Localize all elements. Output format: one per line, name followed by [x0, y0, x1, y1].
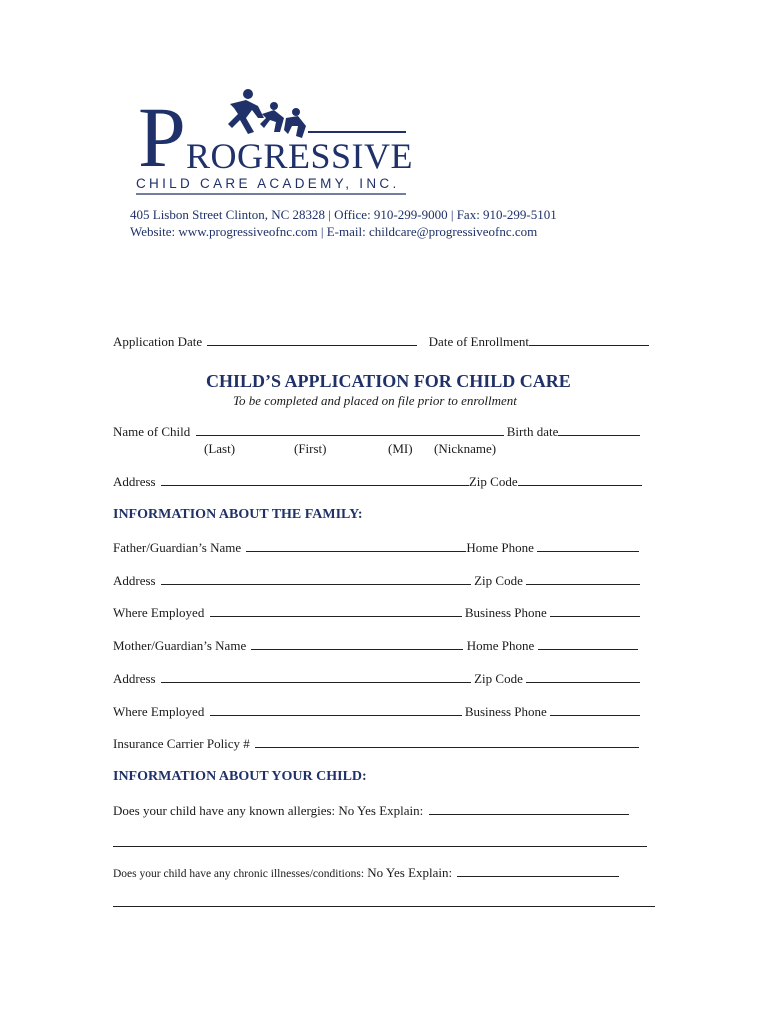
insurance-field[interactable]: [255, 736, 639, 748]
child-zip-label: Zip Code: [468, 474, 518, 489]
contact-address-line: 405 Lisbon Street Clinton, NC 28328 | Office: 910-299-9000 | Fax: 910-299-5101: [130, 207, 557, 222]
father-business-phone-label: Business Phone: [464, 605, 547, 620]
name-part-mi: (MI): [388, 441, 413, 456]
father-address-field[interactable]: [161, 573, 471, 585]
father-employment-row: [113, 605, 640, 621]
mother-home-phone-field[interactable]: [538, 638, 638, 650]
mother-address-row: [113, 671, 640, 687]
mother-home-phone-label: Home Phone: [466, 638, 535, 653]
birth-date-label: Birth date: [506, 424, 559, 439]
mother-employer-label: Where Employed: [113, 704, 205, 719]
form-subtitle: To be completed and placed on file prior to enrollment: [233, 393, 517, 408]
contact-web-line: Website: www.progressiveofnc.com | E-mail: childcare@progressiveofnc.com: [130, 224, 538, 239]
child-address-label: Address: [113, 474, 156, 489]
child-address-row: [113, 474, 642, 490]
father-row: [113, 540, 639, 556]
insurance-label: Insurance Carrier Policy #: [113, 736, 250, 751]
company-logo: [134, 88, 414, 198]
allergies-explain-field[interactable]: [429, 803, 629, 815]
father-name-field[interactable]: [246, 540, 466, 552]
allergies-label: Does your child have any known allergies: No Yes Explain:: [113, 803, 424, 818]
mother-row: [113, 638, 638, 654]
father-address-label: Address: [113, 573, 156, 588]
logo-word: ROGRESSIVE: [186, 136, 414, 176]
child-name-label: Name of Child: [113, 424, 191, 439]
mother-zip-label: Zip Code: [474, 671, 523, 686]
mother-zip-field[interactable]: [526, 671, 640, 683]
name-part-last: (Last): [204, 441, 236, 456]
father-business-phone-field[interactable]: [550, 605, 640, 617]
allergies-extra-line[interactable]: [113, 846, 647, 847]
child-section-heading: INFORMATION ABOUT YOUR CHILD:: [113, 769, 367, 784]
mother-address-field[interactable]: [161, 671, 471, 683]
logo-subtitle: CHILD CARE ACADEMY, INC.: [136, 176, 400, 191]
mother-business-phone-field[interactable]: [550, 704, 640, 716]
mother-name-field[interactable]: [251, 638, 463, 650]
application-date-field[interactable]: [207, 334, 417, 346]
mother-employment-row: [113, 704, 640, 720]
father-employer-field[interactable]: [210, 605, 462, 617]
logo-big-p: P: [138, 89, 186, 185]
father-zip-label: Zip Code: [474, 573, 523, 588]
birth-date-field[interactable]: [558, 424, 640, 436]
logo-graphic: [134, 88, 414, 198]
application-date-label: Application Date: [113, 334, 203, 349]
father-zip-field[interactable]: [526, 573, 640, 585]
father-employer-label: Where Employed: [113, 605, 205, 620]
father-home-phone-field[interactable]: [537, 540, 639, 552]
children-figures-icon: [228, 89, 306, 138]
mother-business-phone-label: Business Phone: [464, 704, 547, 719]
child-name-row: [113, 424, 640, 440]
illnesses-label: Does your child have any chronic illnesses/conditions:: [113, 868, 365, 880]
insurance-row: [113, 736, 639, 752]
mother-name-label: Mother/Guardian’s Name: [113, 638, 247, 653]
illnesses-row: [113, 865, 619, 881]
enrollment-date-field[interactable]: [529, 334, 649, 346]
form-title: CHILD’S APPLICATION FOR CHILD CARE: [206, 371, 571, 391]
name-part-first: (First): [294, 441, 327, 456]
enrollment-date-label: Date of Enrollment: [428, 334, 530, 349]
allergies-row: [113, 803, 629, 819]
illnesses-options: No Yes Explain:: [367, 865, 453, 880]
father-name-label: Father/Guardian’s Name: [113, 540, 242, 555]
name-part-nickname: (Nickname): [434, 441, 497, 456]
application-date-row: [113, 334, 649, 350]
child-name-field[interactable]: [196, 424, 504, 436]
child-address-field[interactable]: [161, 474, 469, 486]
mother-address-label: Address: [113, 671, 156, 686]
illnesses-explain-field[interactable]: [457, 865, 619, 877]
father-address-row: [113, 573, 640, 589]
father-home-phone-label: Home Phone: [466, 540, 534, 555]
family-section-heading: INFORMATION ABOUT THE FAMILY:: [113, 507, 363, 522]
child-zip-field[interactable]: [518, 474, 642, 486]
illnesses-extra-line[interactable]: [113, 906, 655, 907]
mother-employer-field[interactable]: [210, 704, 462, 716]
